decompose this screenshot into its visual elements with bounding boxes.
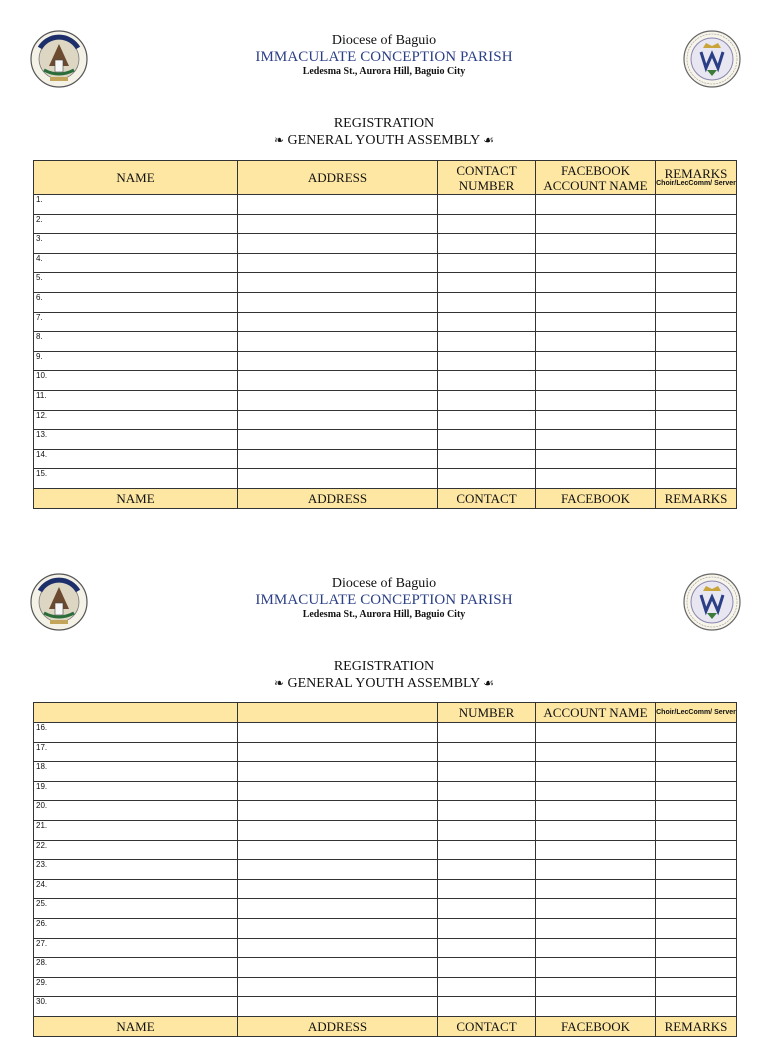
remarks-cell[interactable] xyxy=(656,977,737,997)
number-cell: 8. xyxy=(34,332,238,352)
contact-cell[interactable] xyxy=(438,214,536,234)
facebook-cell[interactable] xyxy=(536,253,656,273)
facebook-cell[interactable] xyxy=(536,234,656,254)
number-cell: 17. xyxy=(34,742,238,762)
footer-address: ADDRESS xyxy=(238,1016,438,1036)
contact-cell[interactable] xyxy=(438,938,536,958)
number-cell: 29. xyxy=(34,977,238,997)
contact-cell[interactable] xyxy=(438,899,536,919)
address-cell[interactable] xyxy=(238,918,438,938)
number-cell: 30. xyxy=(34,997,238,1017)
address-cell[interactable] xyxy=(238,840,438,860)
remarks-cell[interactable] xyxy=(656,899,737,919)
table-row xyxy=(34,214,737,234)
facebook-cell[interactable] xyxy=(536,918,656,938)
assembly-title-text: GENERAL YOUTH ASSEMBLY xyxy=(287,133,480,148)
contact-cell[interactable] xyxy=(438,997,536,1017)
facebook-cell[interactable] xyxy=(536,332,656,352)
assembly-title xyxy=(0,675,768,692)
column-header-remarks xyxy=(656,161,737,195)
contact-cell[interactable] xyxy=(438,762,536,782)
remarks-cell[interactable] xyxy=(656,469,737,489)
remarks-cell[interactable] xyxy=(656,918,737,938)
ornament-left-icon: ❧ xyxy=(273,133,284,147)
contact-cell[interactable] xyxy=(438,430,536,450)
table-row xyxy=(34,469,737,489)
contact-cell[interactable] xyxy=(438,723,536,743)
address-cell[interactable] xyxy=(238,820,438,840)
number-cell: 2. xyxy=(34,214,238,234)
remarks-label: REMARKS xyxy=(664,166,728,181)
remarks-note: Choir/LecComm/ Server xyxy=(656,180,736,187)
remarks-cell[interactable] xyxy=(656,840,737,860)
registration-title: REGISTRATION xyxy=(333,659,435,674)
address-cell[interactable] xyxy=(238,997,438,1017)
number-cell: 26. xyxy=(34,918,238,938)
facebook-cell[interactable] xyxy=(536,292,656,312)
remarks-note: Choir/LecComm/ Server xyxy=(656,708,736,716)
column-header-address: ADDRESS xyxy=(238,161,438,195)
table-row xyxy=(34,801,737,821)
table-row xyxy=(34,410,737,430)
registration-table xyxy=(33,160,737,509)
table-row xyxy=(34,371,737,391)
facebook-cell[interactable] xyxy=(536,840,656,860)
facebook-cell[interactable] xyxy=(536,958,656,978)
facebook-cell[interactable] xyxy=(536,449,656,469)
address-cell[interactable] xyxy=(238,430,438,450)
remarks-cell[interactable] xyxy=(656,958,737,978)
contact-cell[interactable] xyxy=(438,958,536,978)
address-cell[interactable] xyxy=(238,469,438,489)
address-cell[interactable] xyxy=(238,312,438,332)
number-cell: 6. xyxy=(34,292,238,312)
footer-remarks: REMARKS xyxy=(656,1016,737,1036)
contact-cell[interactable] xyxy=(438,977,536,997)
number-cell: 18. xyxy=(34,762,238,782)
number-cell: 3. xyxy=(34,234,238,254)
column-header-facebook: FACEBOOK ACCOUNT NAME xyxy=(536,161,656,195)
remarks-cell[interactable] xyxy=(656,253,737,273)
table-row xyxy=(34,860,737,880)
number-cell: 7. xyxy=(34,312,238,332)
address-cell[interactable] xyxy=(238,742,438,762)
address-cell[interactable] xyxy=(238,214,438,234)
footer-name: NAME xyxy=(34,1016,238,1036)
number-cell: 9. xyxy=(34,351,238,371)
table-row xyxy=(34,997,737,1017)
number-cell: 25. xyxy=(34,899,238,919)
address-cell[interactable] xyxy=(238,958,438,978)
address-cell[interactable] xyxy=(238,292,438,312)
contact-cell[interactable] xyxy=(438,234,536,254)
facebook-cell[interactable] xyxy=(536,390,656,410)
number-cell: 4. xyxy=(34,253,238,273)
table-header-row xyxy=(34,703,737,723)
ornament-left-icon: ❧ xyxy=(273,676,284,690)
remarks-cell[interactable] xyxy=(656,860,737,880)
address-cell[interactable] xyxy=(238,273,438,293)
remarks-cell[interactable] xyxy=(656,742,737,762)
remarks-cell[interactable] xyxy=(656,879,737,899)
parish-name: IMMACULATE CONCEPTION PARISH xyxy=(255,49,513,65)
assembly-title xyxy=(0,132,768,149)
address-cell[interactable] xyxy=(238,410,438,430)
remarks-cell[interactable] xyxy=(656,273,737,293)
number-cell: 1. xyxy=(34,195,238,215)
parish-address: Ledesma St., Aurora Hill, Baguio City xyxy=(302,66,466,77)
ornament-right-icon: ☙ xyxy=(483,133,495,147)
diocese-name: Diocese of Baguio xyxy=(331,576,437,591)
contact-cell[interactable] xyxy=(438,820,536,840)
registration-title: REGISTRATION xyxy=(333,116,435,131)
table-row xyxy=(34,938,737,958)
facebook-cell[interactable] xyxy=(536,879,656,899)
table-row xyxy=(34,234,737,254)
remarks-cell[interactable] xyxy=(656,801,737,821)
facebook-cell[interactable] xyxy=(536,938,656,958)
number-cell: 5. xyxy=(34,273,238,293)
table-row xyxy=(34,312,737,332)
column-header-contact: NUMBER xyxy=(438,703,536,723)
column-header-facebook: ACCOUNT NAME xyxy=(536,703,656,723)
remarks-cell[interactable] xyxy=(656,938,737,958)
table-footer-row xyxy=(34,1016,737,1036)
remarks-cell[interactable] xyxy=(656,430,737,450)
table-row xyxy=(34,292,737,312)
remarks-cell[interactable] xyxy=(656,390,737,410)
contact-cell[interactable] xyxy=(438,410,536,430)
contact-cell[interactable] xyxy=(438,840,536,860)
contact-cell[interactable] xyxy=(438,879,536,899)
registration-table xyxy=(33,702,737,1037)
address-cell[interactable] xyxy=(238,723,438,743)
column-header-name: NAME xyxy=(34,161,238,195)
remarks-cell[interactable] xyxy=(656,351,737,371)
number-cell: 24. xyxy=(34,879,238,899)
address-cell[interactable] xyxy=(238,371,438,391)
table-header-row xyxy=(34,161,737,195)
contact-cell[interactable] xyxy=(438,371,536,391)
facebook-cell[interactable] xyxy=(536,430,656,450)
facebook-cell[interactable] xyxy=(536,195,656,215)
contact-cell[interactable] xyxy=(438,332,536,352)
table-row xyxy=(34,742,737,762)
table-row xyxy=(34,840,737,860)
remarks-cell[interactable] xyxy=(656,371,737,391)
contact-cell[interactable] xyxy=(438,292,536,312)
address-cell[interactable] xyxy=(238,332,438,352)
address-cell[interactable] xyxy=(238,899,438,919)
facebook-cell[interactable] xyxy=(536,899,656,919)
table-row xyxy=(34,195,737,215)
contact-cell[interactable] xyxy=(438,860,536,880)
table-row xyxy=(34,762,737,782)
address-cell[interactable] xyxy=(238,234,438,254)
table-row xyxy=(34,723,737,743)
remarks-cell[interactable] xyxy=(656,195,737,215)
remarks-cell[interactable] xyxy=(656,781,737,801)
facebook-cell[interactable] xyxy=(536,723,656,743)
table-row xyxy=(34,430,737,450)
contact-cell[interactable] xyxy=(438,273,536,293)
number-cell: 20. xyxy=(34,801,238,821)
remarks-cell[interactable] xyxy=(656,723,737,743)
address-cell[interactable] xyxy=(238,351,438,371)
contact-cell[interactable] xyxy=(438,312,536,332)
facebook-cell[interactable] xyxy=(536,410,656,430)
address-cell[interactable] xyxy=(238,762,438,782)
table-row xyxy=(34,351,737,371)
number-cell: 12. xyxy=(34,410,238,430)
facebook-cell[interactable] xyxy=(536,371,656,391)
contact-cell[interactable] xyxy=(438,195,536,215)
address-cell[interactable] xyxy=(238,879,438,899)
remarks-cell[interactable] xyxy=(656,312,737,332)
number-cell: 10. xyxy=(34,371,238,391)
contact-cell[interactable] xyxy=(438,351,536,371)
parish-address: Ledesma St., Aurora Hill, Baguio City xyxy=(302,609,466,620)
table-row xyxy=(34,273,737,293)
remarks-cell[interactable] xyxy=(656,997,737,1017)
remarks-cell[interactable] xyxy=(656,214,737,234)
facebook-cell[interactable] xyxy=(536,781,656,801)
facebook-cell[interactable] xyxy=(536,860,656,880)
contact-cell[interactable] xyxy=(438,742,536,762)
number-cell: 11. xyxy=(34,390,238,410)
contact-cell[interactable] xyxy=(438,253,536,273)
contact-cell[interactable] xyxy=(438,801,536,821)
address-cell[interactable] xyxy=(238,390,438,410)
number-cell: 21. xyxy=(34,820,238,840)
remarks-cell[interactable] xyxy=(656,234,737,254)
contact-cell[interactable] xyxy=(438,469,536,489)
remarks-cell[interactable] xyxy=(656,762,737,782)
footer-contact: CONTACT xyxy=(438,1016,536,1036)
column-header-address xyxy=(238,703,438,723)
facebook-cell[interactable] xyxy=(536,820,656,840)
facebook-cell[interactable] xyxy=(536,977,656,997)
column-header-remarks xyxy=(656,703,737,723)
remarks-cell[interactable] xyxy=(656,449,737,469)
number-cell: 28. xyxy=(34,958,238,978)
table-row xyxy=(34,820,737,840)
facebook-cell[interactable] xyxy=(536,801,656,821)
footer-facebook: FACEBOOK xyxy=(536,488,656,508)
footer-facebook: FACEBOOK xyxy=(536,1016,656,1036)
address-cell[interactable] xyxy=(238,449,438,469)
address-cell[interactable] xyxy=(238,977,438,997)
footer-address: ADDRESS xyxy=(238,488,438,508)
remarks-cell[interactable] xyxy=(656,292,737,312)
number-cell: 27. xyxy=(34,938,238,958)
address-cell[interactable] xyxy=(238,195,438,215)
remarks-cell[interactable] xyxy=(656,820,737,840)
column-header-name xyxy=(34,703,238,723)
remarks-cell[interactable] xyxy=(656,410,737,430)
address-cell[interactable] xyxy=(238,801,438,821)
facebook-cell[interactable] xyxy=(536,351,656,371)
number-cell: 19. xyxy=(34,781,238,801)
address-cell[interactable] xyxy=(238,253,438,273)
diocese-name: Diocese of Baguio xyxy=(331,33,437,48)
footer-name: NAME xyxy=(34,488,238,508)
address-cell[interactable] xyxy=(238,860,438,880)
footer-contact: CONTACT xyxy=(438,488,536,508)
contact-cell[interactable] xyxy=(438,449,536,469)
table-row xyxy=(34,390,737,410)
parish-name: IMMACULATE CONCEPTION PARISH xyxy=(255,592,513,608)
facebook-cell[interactable] xyxy=(536,312,656,332)
address-cell[interactable] xyxy=(238,938,438,958)
remarks-cell[interactable] xyxy=(656,332,737,352)
ornament-right-icon: ☙ xyxy=(483,676,495,690)
number-cell: 16. xyxy=(34,723,238,743)
facebook-cell[interactable] xyxy=(536,214,656,234)
address-cell[interactable] xyxy=(238,781,438,801)
table-row xyxy=(34,918,737,938)
facebook-cell[interactable] xyxy=(536,997,656,1017)
table-row xyxy=(34,449,737,469)
table-row xyxy=(34,332,737,352)
table-row xyxy=(34,958,737,978)
number-cell: 15. xyxy=(34,469,238,489)
table-row xyxy=(34,879,737,899)
contact-cell[interactable] xyxy=(438,781,536,801)
number-cell: 14. xyxy=(34,449,238,469)
facebook-cell[interactable] xyxy=(536,273,656,293)
number-cell: 22. xyxy=(34,840,238,860)
footer-remarks: REMARKS xyxy=(656,488,737,508)
contact-cell[interactable] xyxy=(438,918,536,938)
table-row xyxy=(34,977,737,997)
number-cell: 13. xyxy=(34,430,238,450)
facebook-cell[interactable] xyxy=(536,742,656,762)
table-row xyxy=(34,899,737,919)
table-row xyxy=(34,253,737,273)
facebook-cell[interactable] xyxy=(536,762,656,782)
contact-cell[interactable] xyxy=(438,390,536,410)
table-row xyxy=(34,781,737,801)
column-header-contact: CONTACT NUMBER xyxy=(438,161,536,195)
assembly-title-text: GENERAL YOUTH ASSEMBLY xyxy=(287,676,480,691)
number-cell: 23. xyxy=(34,860,238,880)
facebook-cell[interactable] xyxy=(536,469,656,489)
table-footer-row xyxy=(34,488,737,508)
